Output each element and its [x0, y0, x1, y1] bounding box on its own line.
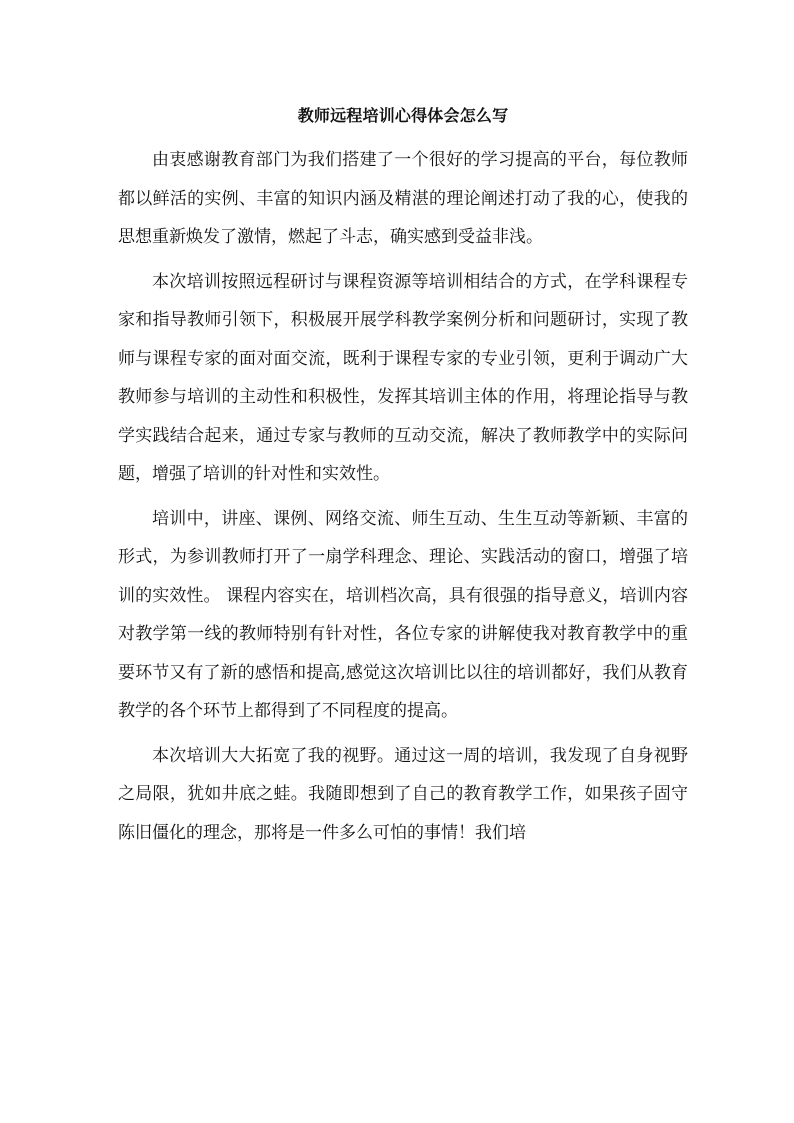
paragraph-1: 由衷感谢教育部门为我们搭建了一个很好的学习提高的平台，每位教师都以鲜活的实例、丰富的知识内涵及精湛的理论阐述打动了我的心，使我的思想重新焕发了激情，燃起了斗志，确实感到受益非浅。	[118, 150, 688, 247]
paragraph-2: 本次培训按照远程研讨与课程资源等培训相结合的方式，在学科课程专家和指导教师引领下，积极展开展学科教学案例分析和问题研讨，实现了教师与课程专家的面对面交流，既利于课程专家的专业引领，更利于调动广大教师参与培训的主动性和积极性，发挥其培训主体的作用，将理论指导与教学实践结合起来，通过专家与教师的互动交流，解决了教师教学中的实际问题，增强了培训的针对性和实效性。	[118, 271, 688, 484]
document-title: 教师远程培训心得体会怎么写	[297, 106, 509, 125]
paragraph-3: 培训中，讲座、课例、网络交流、师生互动、生生互动等新颖、丰富的形式，为参训教师打开了一扇学科理念、理论、实践活动的窗口，增强了培训的实效性。 课程内容实在，培训档次高，具有很强的指导意义，培训内容对教学第一线的教师特别有针对性，各位专家的讲解使我对教育教学中的重要环节又有了新的感悟和提高,感觉这次培训比以往的培训都好，我们从教育教学的各个环节上都得到了不同程度的提高。	[118, 508, 688, 721]
document-content	[118, 103, 688, 858]
paragraph-4: 本次培训大大拓宽了我的视野。通过这一周的培训，我发现了自身视野之局限，犹如井底之蛙。我随即想到了自己的教育教学工作，如果孩子固守陈旧僵化的理念，那将是一件多么可怕的事情！我们培	[118, 745, 688, 843]
